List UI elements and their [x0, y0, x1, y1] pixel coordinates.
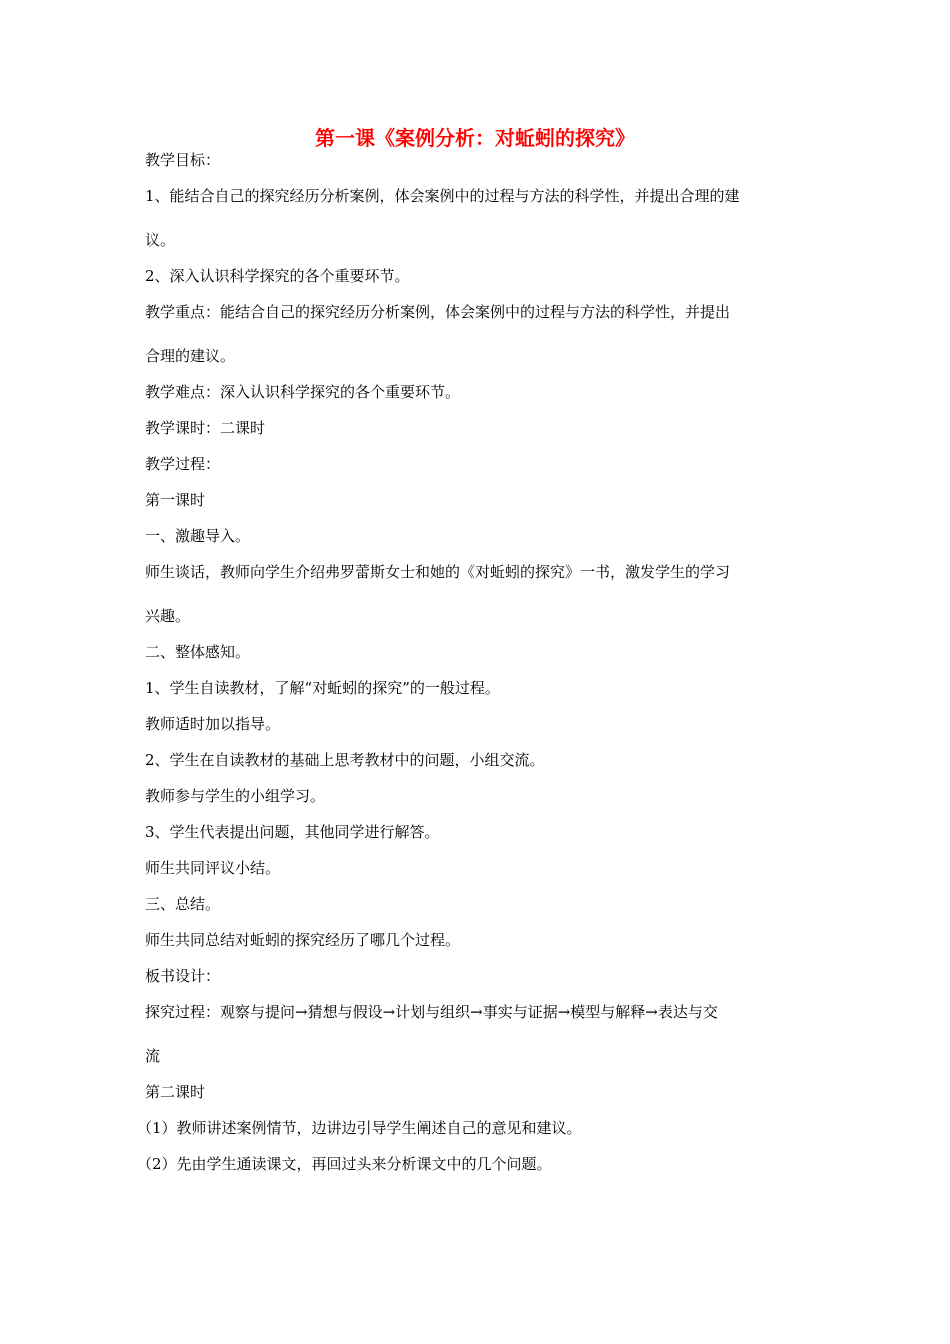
- paragraph-line: 教师适时加以指导。: [145, 715, 281, 733]
- paragraph-line: 2、深入认识科学探究的各个重要环节。: [145, 267, 410, 285]
- paragraph-line: 教学难点：深入认识科学探究的各个重要环节。: [145, 383, 461, 401]
- paragraph-line: 二、整体感知。: [145, 643, 251, 661]
- paragraph-line: 师生共同总结对蚯蚓的探究经历了哪几个过程。: [145, 931, 461, 949]
- paragraph-line: 教学重点：能结合自己的探究经历分析案例，体会案例中的过程与方法的科学性，并提出: [145, 303, 731, 321]
- paragraph-line: （2）先由学生通读课文，再回过头来分析课文中的几个问题。: [137, 1155, 552, 1173]
- paragraph-line: 一、激趣导入。: [145, 527, 251, 545]
- paragraph-line-continued: 兴趣。: [145, 607, 191, 625]
- document-title: 第一课《案例分析：对蚯蚓的探究》: [315, 126, 635, 150]
- paragraph-line: 探究过程：观察与提问→猜想与假设→计划与组织→事实与证据→模型与解释→表达与交: [145, 1003, 718, 1021]
- paragraph-line: 1、能结合自己的探究经历分析案例，体会案例中的过程与方法的科学性，并提出合理的建: [145, 187, 740, 205]
- section-heading-objectives: 教学目标：: [145, 151, 221, 169]
- paragraph-line: 师生谈话，教师向学生介绍弗罗蕾斯女士和她的《对蚯蚓的探究》一书，激发学生的学习: [145, 563, 731, 581]
- paragraph-line: 3、学生代表提出问题，其他同学进行解答。: [145, 823, 440, 841]
- section-heading-lesson-two: 第二课时: [145, 1083, 206, 1101]
- section-heading-process: 教学过程：: [145, 455, 221, 473]
- document-body: [137, 150, 810, 1174]
- paragraph-line: 教学课时：二课时: [145, 419, 266, 437]
- section-heading-board-design: 板书设计：: [145, 967, 221, 985]
- paragraph-line-continued: 合理的建议。: [145, 347, 236, 365]
- paragraph-line-continued: 流: [145, 1047, 161, 1065]
- paragraph-line: 三、总结。: [145, 895, 221, 913]
- paragraph-line: （1）教师讲述案例情节，边讲边引导学生阐述自己的意见和建议。: [137, 1119, 582, 1137]
- paragraph-line-continued: 议。: [145, 231, 176, 249]
- paragraph-line: 教师参与学生的小组学习。: [145, 787, 326, 805]
- paragraph-line: 2、学生在自读教材的基础上思考教材中的问题，小组交流。: [145, 751, 545, 769]
- paragraph-line: 师生共同评议小结。: [145, 859, 281, 877]
- paragraph-line: 1、学生自读教材，了解“对蚯蚓的探究”的一般过程。: [145, 679, 500, 697]
- section-heading-lesson-one: 第一课时: [145, 491, 206, 509]
